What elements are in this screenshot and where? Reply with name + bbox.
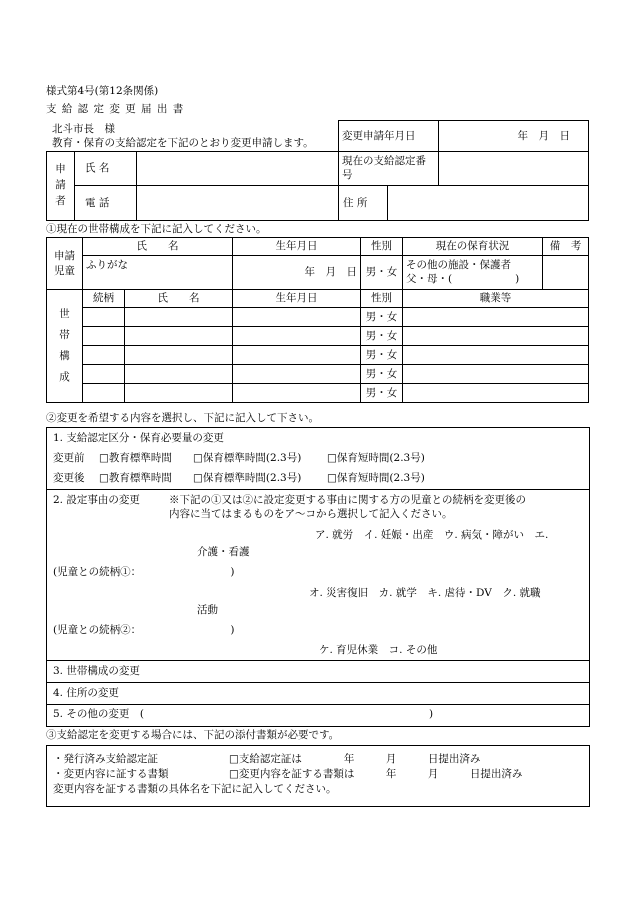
- member-sex-field[interactable]: 男・女: [361, 365, 403, 384]
- table-row: [47, 346, 589, 365]
- col-job: 職業等: [403, 290, 589, 308]
- table-row: [47, 365, 589, 384]
- address-cell[interactable]: [339, 186, 589, 221]
- household-table: [46, 237, 589, 403]
- applicant-name-field[interactable]: [137, 152, 339, 186]
- addressee: 北斗市長 様: [52, 123, 115, 135]
- address-label: 住 所: [339, 186, 388, 220]
- item1-title: 1. 支給認定区分・保育必要量の変更: [53, 432, 224, 444]
- after-opt-short[interactable]: □保育短時間(2.3号): [327, 472, 425, 484]
- col-member-birth: 生年月日: [233, 290, 361, 308]
- child-note-field[interactable]: [543, 256, 589, 290]
- item5-close: ): [429, 708, 434, 720]
- col-sex: 性別: [361, 238, 403, 256]
- member-sex-field[interactable]: 男・女: [361, 384, 403, 403]
- member-name-field[interactable]: [125, 346, 233, 365]
- item4-label: 4. 住所の変更: [53, 687, 119, 699]
- before-opt-standard[interactable]: □保育標準時間(2.3号): [193, 452, 302, 464]
- col-member-sex: 性別: [361, 290, 403, 308]
- item3-label: 3. 世帯構成の変更: [53, 665, 140, 677]
- member-job-field[interactable]: [403, 365, 589, 384]
- col-birth: 生年月日: [233, 238, 361, 256]
- cert-number-label: 現在の支給認定番 号: [339, 152, 439, 186]
- relation-1-field[interactable]: (児童との続柄①： ): [53, 566, 235, 578]
- member-relation-field[interactable]: [83, 365, 125, 384]
- member-birth-field[interactable]: [233, 308, 361, 327]
- table-row: [47, 327, 589, 346]
- reasons-line-2: オ. 災害復旧 カ. 就学 キ. 虐待・DV ク. 就職: [309, 587, 541, 599]
- change-item-1: [47, 428, 589, 490]
- changes-box: [46, 427, 590, 727]
- changes-heading: ②変更を希望する内容を選択し、下記に記入して下さい。: [46, 412, 319, 424]
- member-sex-field[interactable]: 男・女: [361, 308, 403, 327]
- child-birth-field[interactable]: 年 月 日: [233, 256, 361, 290]
- member-sex-field[interactable]: 男・女: [361, 327, 403, 346]
- member-job-field[interactable]: [403, 327, 589, 346]
- member-birth-field[interactable]: [233, 365, 361, 384]
- attachments-box: [46, 745, 590, 807]
- attach-line1-check[interactable]: □支給認定証は 年 月 日提出済み: [229, 753, 481, 765]
- child-care-field[interactable]: その他の施設・保護者 父・母・( ): [403, 256, 543, 290]
- member-name-field[interactable]: [125, 308, 233, 327]
- change-item-2: [47, 490, 589, 661]
- attachments-heading: ③支給認定を変更する場合には、下記の添付書類が必要です。: [46, 729, 340, 741]
- child-sex-field[interactable]: 男・女: [361, 256, 403, 290]
- before-label: 変更前: [53, 452, 85, 464]
- cert-number-field[interactable]: [439, 152, 589, 186]
- col-care: 現在の保育状況: [403, 238, 543, 256]
- reasons-line-2b: 活動: [197, 604, 218, 616]
- applicant-label: 申 請 者: [47, 152, 75, 221]
- member-job-field[interactable]: [403, 308, 589, 327]
- member-name-field[interactable]: [125, 365, 233, 384]
- member-relation-field[interactable]: [83, 384, 125, 403]
- intro-text: 教育・保育の支給認定を下記のとおり変更申請します。: [52, 137, 314, 149]
- table-row: [47, 308, 589, 327]
- attach-line2-check[interactable]: □変更内容を証する書類は 年 月 日提出済み: [229, 768, 523, 780]
- household-heading: ①現在の世帯構成を下記に記入してください。: [46, 223, 267, 235]
- family-label: 世 帯 構 成: [47, 290, 83, 403]
- col-relation: 続柄: [83, 290, 125, 308]
- member-relation-field[interactable]: [83, 327, 125, 346]
- item2-title: 2. 設定事由の変更: [53, 494, 140, 506]
- change-item-4[interactable]: [47, 683, 589, 705]
- change-item-3[interactable]: [47, 661, 589, 683]
- after-label: 変更後: [53, 472, 85, 484]
- col-member-name: 氏 名: [125, 290, 233, 308]
- before-opt-education[interactable]: □教育標準時間: [99, 452, 172, 464]
- member-job-field[interactable]: [403, 384, 589, 403]
- reasons-line-3: ケ. 育児休業 コ. その他: [319, 644, 438, 656]
- form-title: 支 給 認 定 変 更 届 出 書: [46, 103, 185, 115]
- name-label: 氏 名: [75, 152, 137, 186]
- reasons-line-1b: 介護・看護: [197, 546, 250, 558]
- change-item-5[interactable]: [47, 705, 589, 725]
- member-name-field[interactable]: [125, 384, 233, 403]
- phone-label: 電 話: [75, 186, 137, 221]
- member-relation-field[interactable]: [83, 308, 125, 327]
- date-field[interactable]: 年 月 日: [439, 121, 589, 152]
- attach-line2-left: ・変更内容に証する書類: [53, 768, 169, 780]
- item2-note-1: ※下記の①又は②に設定変更する事由に関する方の児童との続柄を変更後の: [169, 494, 526, 506]
- after-opt-education[interactable]: □教育標準時間: [99, 472, 172, 484]
- member-name-field[interactable]: [125, 327, 233, 346]
- phone-field[interactable]: [137, 186, 339, 221]
- item5-label: 5. その他の変更 (: [53, 708, 144, 720]
- after-opt-standard[interactable]: □保育標準時間(2.3号): [193, 472, 302, 484]
- col-name: 氏 名: [83, 238, 233, 256]
- before-opt-short[interactable]: □保育短時間(2.3号): [327, 452, 425, 464]
- member-birth-field[interactable]: [233, 346, 361, 365]
- member-birth-field[interactable]: [233, 327, 361, 346]
- attach-line3: 変更内容を証する書類の具体名を下記に記入してください。: [53, 783, 337, 795]
- attach-line1-left: ・発行済み支給認定証: [53, 753, 158, 765]
- member-birth-field[interactable]: [233, 384, 361, 403]
- child-name-field[interactable]: ふりがな: [83, 256, 233, 290]
- child-label: 申請 児童: [47, 238, 83, 290]
- date-label: 変更申請年月日: [339, 121, 439, 152]
- relation-2-field[interactable]: (児童との続柄②： ): [53, 624, 235, 636]
- member-relation-field[interactable]: [83, 346, 125, 365]
- col-note: 備 考: [543, 238, 589, 256]
- member-job-field[interactable]: [403, 346, 589, 365]
- item2-note-2: 内容に当てはまるものをア～コから選択して記入ください。: [169, 508, 453, 520]
- reasons-line-1: ア. 就労 イ. 妊娠・出産 ウ. 病気・障がい エ.: [315, 529, 549, 541]
- table-row: [47, 384, 589, 403]
- member-sex-field[interactable]: 男・女: [361, 346, 403, 365]
- form-number: 様式第4号(第12条関係): [46, 85, 159, 97]
- applicant-table: [46, 120, 589, 221]
